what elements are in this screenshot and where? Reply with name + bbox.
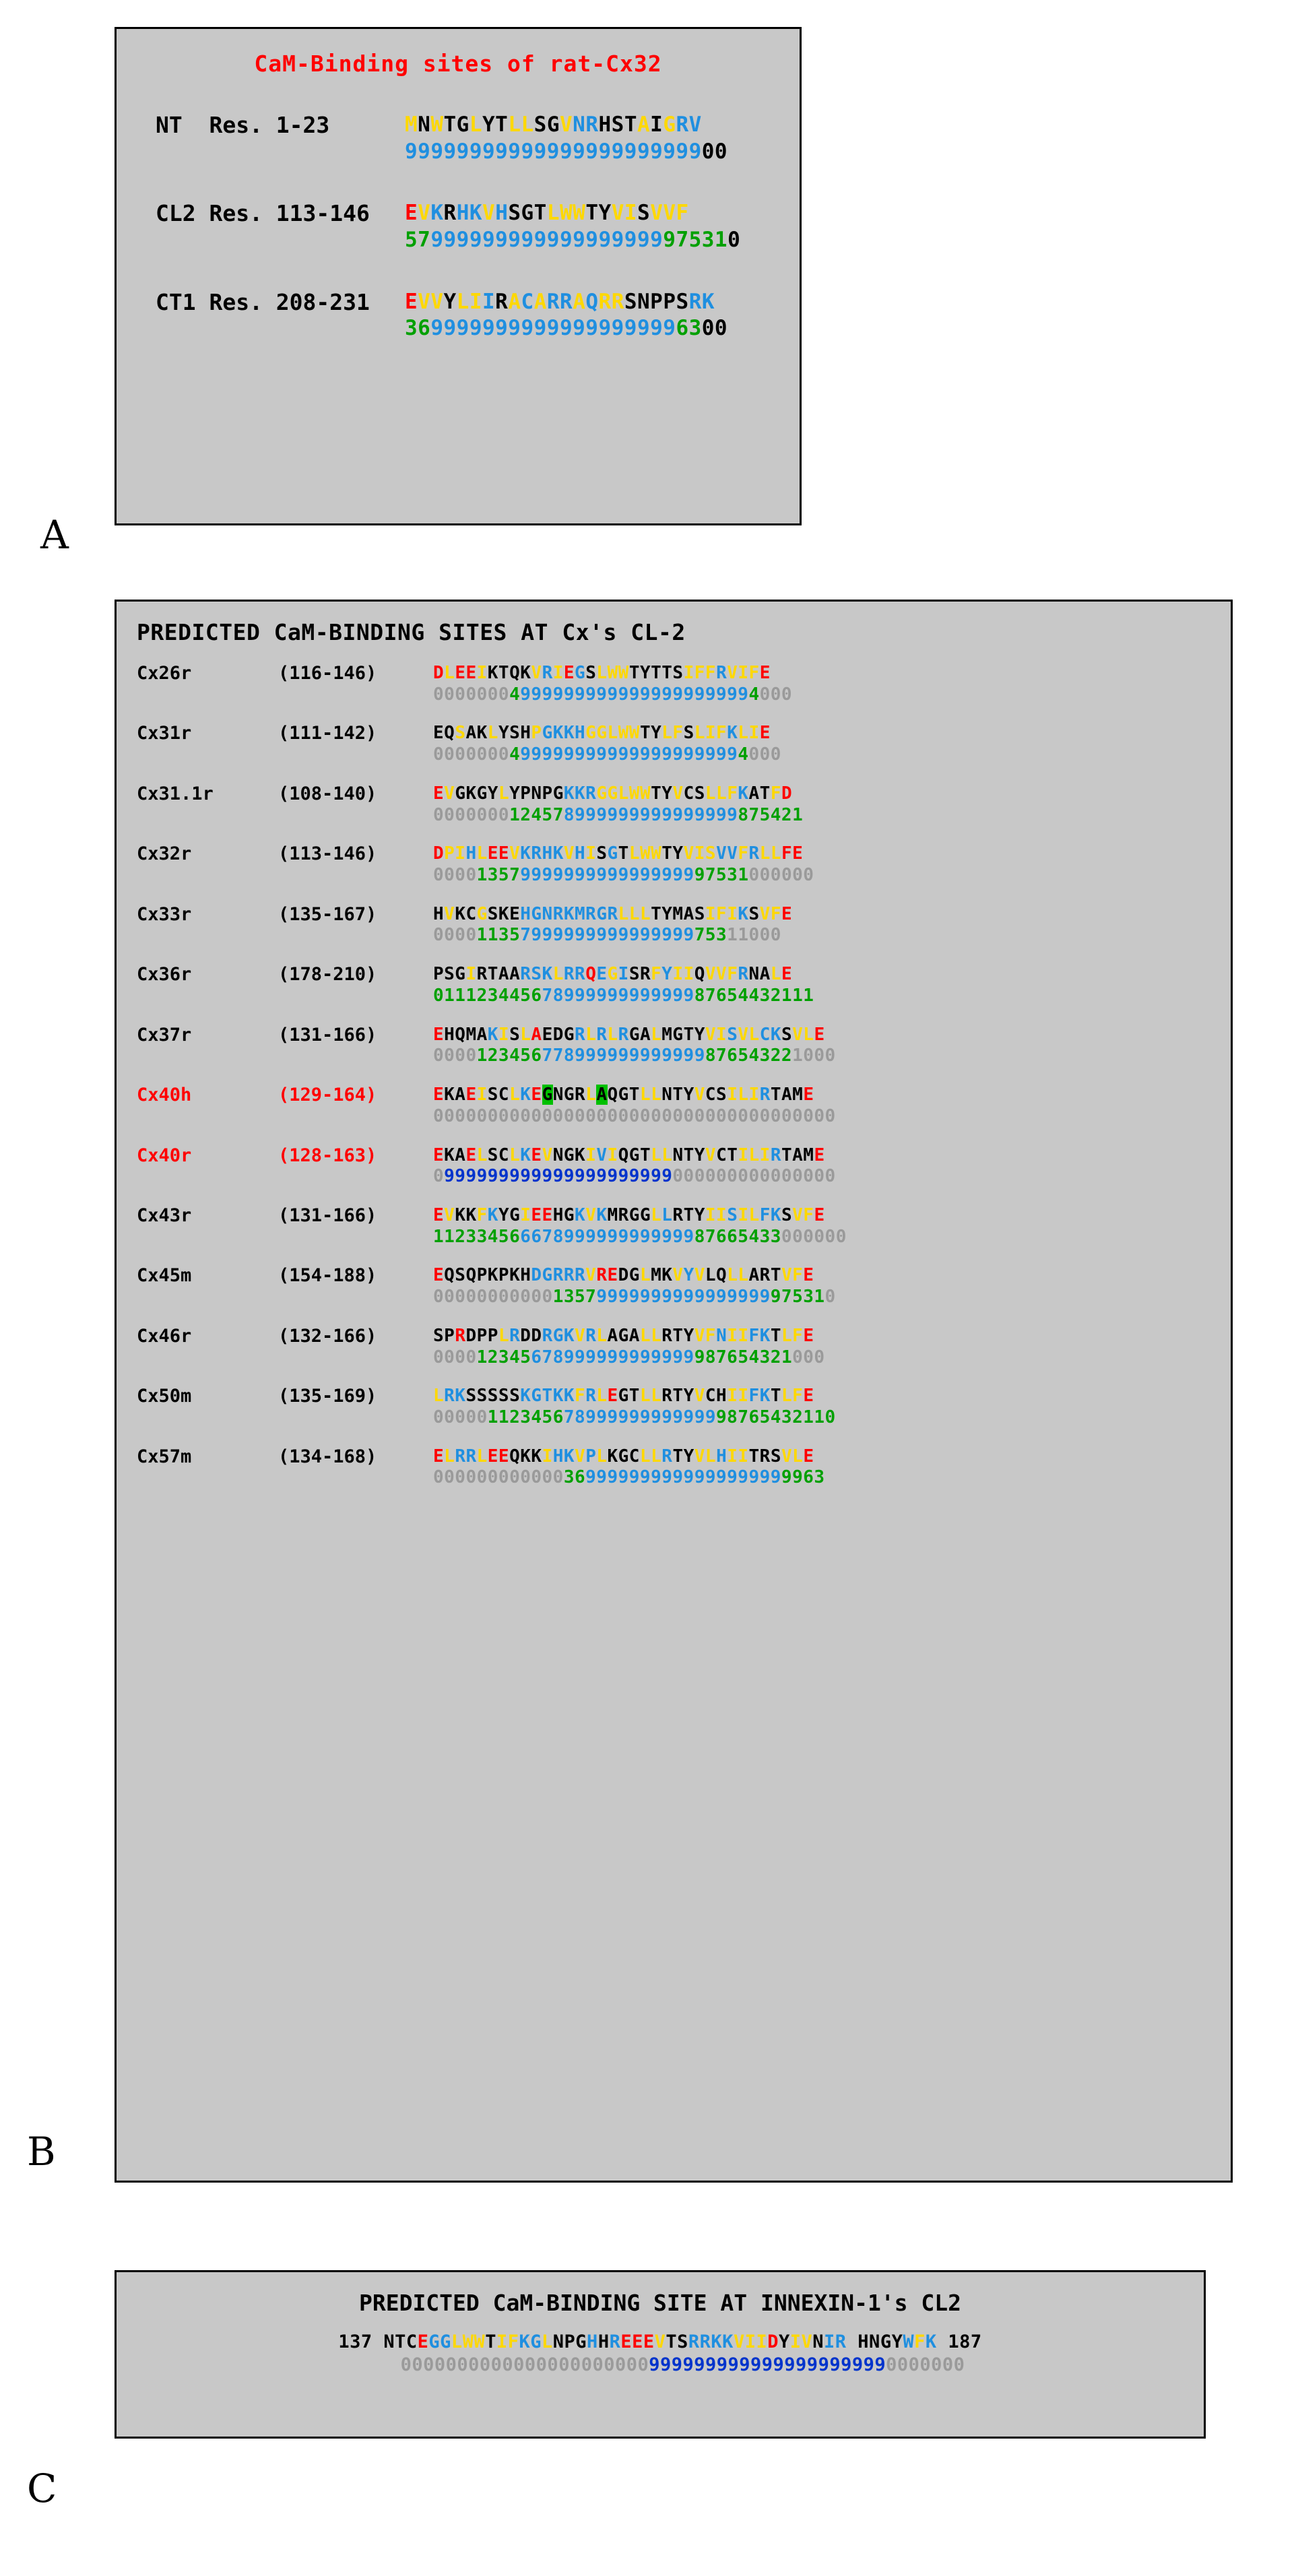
sequence-block — [433, 783, 803, 826]
residue-range: (129-164) — [278, 1085, 377, 1106]
residue-sequence: HVKCGSKEHGNRKMRGRLLLTYMASIFIKSVFE — [433, 903, 793, 924]
residue-range: (113-146) — [278, 843, 377, 865]
start-residue-number: 137 — [338, 2331, 373, 2352]
panel-label-a: A — [40, 512, 69, 558]
residue-range: (111-142) — [278, 723, 377, 744]
residue-sequence: EQSQPKPKHDGRRRVREDGLMKVYVLQLLARTVFE — [433, 1265, 814, 1286]
panel-c-row — [117, 2331, 1204, 2377]
sequence-block — [405, 200, 740, 253]
panel-b-row — [117, 1025, 1231, 1067]
panel-b-row — [117, 783, 1231, 826]
residue-range: (154-188) — [278, 1265, 377, 1287]
residue-sequence: MNWTGLYTLLSGVNRHSTAIGRV — [405, 112, 702, 137]
score-sequence: 0000000000000000000000000000000000000 — [433, 1105, 836, 1126]
residue-range: (108-140) — [278, 783, 377, 804]
residue-range: (132-166) — [278, 1325, 377, 1347]
residue-sequence: EQSAKLYSHPGKKHGGLWWTYLFSLIFKLIE — [433, 723, 771, 744]
connexin-name: Cx40h — [137, 1085, 192, 1106]
connexin-name: Cx40r — [137, 1145, 192, 1166]
panel-b-row — [117, 1326, 1231, 1368]
connexin-name: Cx45m — [137, 1265, 192, 1287]
sequence-block — [433, 964, 814, 1006]
connexin-name: Cx43r — [137, 1204, 192, 1226]
residue-sequence: LRKSSSSSKGTKKFRLEGTLLRTYVCHIIFKTLFE — [433, 1386, 814, 1407]
score-sequence: 00000004999999999999999999994000 — [433, 744, 781, 765]
panel-b-row — [117, 1386, 1231, 1428]
connexin-name: Cx46r — [137, 1325, 192, 1347]
sequence-block — [433, 1446, 825, 1489]
residue-sequence: DPIHLEEVKRHKVHISGTLWWTYVISVVFRLLFE — [433, 843, 804, 864]
score-sequence: 0000123456778999999999999876543221000 — [433, 1045, 836, 1066]
score-sequence: 0999999999999999999999000000000000000 — [433, 1166, 836, 1187]
sequence-block — [433, 723, 781, 765]
residue-sequence: PSGIRTAARSKLRRQEGISRFYIIQVVFRNALE — [433, 964, 793, 985]
residue-sequence: EHQMAKISLAEDGRLRLRGALMGTYVISVLCKSVLE — [433, 1024, 825, 1045]
panel-b-row — [117, 723, 1231, 765]
score-sequence: 01112344567899999999999987654432111 — [433, 985, 814, 1006]
sequence-block — [433, 1025, 836, 1067]
panel-label-b: B — [27, 2129, 56, 2175]
connexin-name: Cx26r — [137, 663, 192, 684]
connexin-name: Cx32r — [137, 843, 192, 865]
residue-sequence: SPRDPPLRDDRGKVRLAGALLRTYVFNIIFKTLFE — [433, 1325, 814, 1346]
residue-range: (134-168) — [278, 1446, 377, 1467]
connexin-name: Cx57m — [137, 1446, 192, 1467]
residue-sequence: 137 NTCEGGLWWTIFKGLNPGHHREEEVTSRRKKVIIDYIVNIR HNGYWFK 187 — [338, 2331, 982, 2352]
panel-b-row — [117, 964, 1231, 1006]
score-sequence: 57999999999999999999975310 — [405, 228, 741, 253]
panel-b — [115, 600, 1233, 2183]
connexin-name: Cx36r — [137, 964, 192, 986]
panel-b-row — [117, 904, 1231, 946]
sequence-block — [433, 1326, 825, 1368]
residue-range: (116-146) — [278, 663, 377, 684]
score-sequence: 0000000124578999999999999999875421 — [433, 804, 804, 825]
panel-a-row — [117, 289, 800, 342]
score-sequence: 0000000000013579999999999999999975310 — [433, 1287, 836, 1308]
panel-b-row — [117, 1145, 1231, 1188]
sequence-block — [433, 1205, 847, 1248]
residue-sequence: DLEEIKTQKVRIEGSLWWTYTTSIFFRVIFE — [433, 663, 771, 683]
sequence-block — [433, 663, 792, 705]
panel-b-title: PREDICTED CaM-BINDING SITES AT Cx's CL-2 — [137, 619, 686, 645]
score-sequence: 00000000000000000000009999999999999999999990000000 — [355, 2354, 965, 2375]
sequence-block — [433, 1085, 836, 1127]
residue-sequence: EKAEISCLKEGNGRLAQGTLLNTYVCSILIRTAME — [433, 1085, 814, 1105]
panel-b-row — [117, 1205, 1231, 1248]
sequence-block — [405, 289, 727, 342]
panel-a — [115, 27, 802, 525]
panel-b-row — [117, 1446, 1231, 1489]
score-sequence: 00001135799999999999999975311000 — [433, 925, 781, 946]
panel-b-row — [117, 843, 1231, 886]
residue-range: (178-210) — [278, 964, 377, 986]
sequence-block — [405, 112, 727, 165]
sequence-block — [433, 904, 792, 946]
residue-range: (131-166) — [278, 1024, 377, 1045]
sequence-block — [433, 1386, 836, 1428]
panel-b-row — [117, 663, 1231, 705]
residue-sequence: EVVYLIIRACARRAQRRSNPPSRK — [405, 289, 715, 314]
sequence-block — [433, 843, 814, 886]
connexin-name: Cx37r — [137, 1024, 192, 1045]
panel-label-c: C — [27, 2466, 57, 2511]
panel-b-row — [117, 1265, 1231, 1308]
residue-sequence: ELRRLEEQKKIHKVPLKGCLLRTYVLHIITRSVLE — [433, 1446, 814, 1467]
score-sequence: 9999999999999999999999900 — [405, 139, 728, 164]
connexin-name: Cx31r — [137, 723, 192, 744]
row-label: CL2 Res. 113-146 — [156, 200, 370, 227]
residue-sequence: EVGKGYLYPNPGKKRGGLWWTYVCSLLFKATFD — [433, 783, 793, 804]
panel-c-title: PREDICTED CaM-BINDING SITE AT INNEXIN-1's CL2 — [358, 2290, 962, 2316]
sequence-block — [433, 1265, 836, 1308]
score-sequence: 000000049999999999999999999994000 — [433, 684, 793, 705]
residue-range: (131-166) — [278, 1204, 377, 1226]
score-sequence: 3699999999999999999996300 — [405, 316, 728, 341]
residue-range: (128-163) — [278, 1145, 377, 1166]
residue-sequence: EVKKFKYGIEEHGKVKMRGGLLRTYIISILFKSVFE — [433, 1204, 825, 1225]
residue-sequence: EVKRHKVHSGTLWWTYVISVVF — [405, 201, 689, 226]
score-sequence: 000012345678999999999999987654321000 — [433, 1347, 825, 1367]
score-sequence: 0000011234567899999999999998765432110 — [433, 1407, 836, 1427]
score-sequence: 000000000000369999999999999999999963 — [433, 1467, 825, 1488]
connexin-name: Cx31.1r — [137, 783, 214, 804]
connexin-name: Cx33r — [137, 903, 192, 925]
score-sequence: 00001357999999999999999997531000000 — [433, 865, 814, 886]
connexin-name: Cx50m — [137, 1386, 192, 1407]
residue-range: (135-169) — [278, 1386, 377, 1407]
panel-a-row — [117, 112, 800, 165]
row-label: NT Res. 1-23 — [156, 112, 330, 138]
sequence-block — [433, 1145, 836, 1188]
row-label: CT1 Res. 208-231 — [156, 288, 370, 315]
panel-b-row — [117, 1085, 1231, 1127]
residue-range: (135-167) — [278, 903, 377, 925]
panel-c — [115, 2270, 1206, 2439]
panel-a-title: CaM-Binding sites of rat-Cx32 — [254, 51, 662, 77]
residue-sequence: EKAELSCLKEVNGKIVIQGTLLNTYVCTILIRTAME — [433, 1145, 825, 1165]
end-residue-number: 187 — [948, 2331, 982, 2352]
panel-a-row — [117, 200, 800, 253]
score-sequence: 11233456667899999999999987665433000000 — [433, 1226, 847, 1247]
